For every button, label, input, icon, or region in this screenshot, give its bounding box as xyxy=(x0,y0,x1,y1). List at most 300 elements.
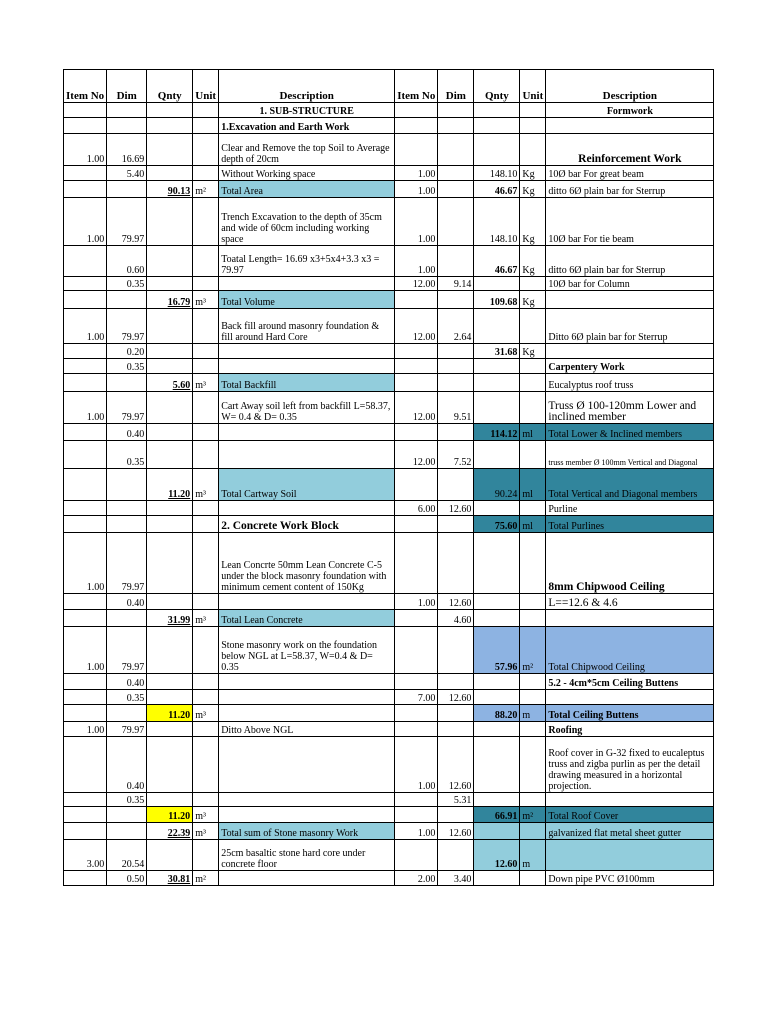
description-cell: Toatal Length= 16.69 x3+5x4+3.3 x3 = 79.97 xyxy=(219,246,395,277)
description-right-cell: Total Lower & Inclined members xyxy=(546,424,714,441)
item-no-cell xyxy=(64,441,107,469)
unit-cell xyxy=(193,722,219,737)
qnty-right-cell: 75.60 xyxy=(474,516,520,533)
description-right-cell: Total Ceiling Buttens xyxy=(546,705,714,722)
qnty-cell xyxy=(147,533,193,594)
qnty-cell xyxy=(147,840,193,871)
dim-cell xyxy=(107,181,147,198)
dim-right-cell xyxy=(438,103,474,118)
qnty-cell xyxy=(147,134,193,166)
header-description: Description xyxy=(219,70,395,103)
table-row xyxy=(64,392,714,424)
unit-cell: m² xyxy=(193,871,219,886)
item-no-cell xyxy=(64,690,107,705)
description-cell: Without Working space xyxy=(219,166,395,181)
qnty-right-cell: 148.10 xyxy=(474,198,520,246)
table-row xyxy=(64,501,714,516)
dim-cell: 0.35 xyxy=(107,441,147,469)
dim-right-cell xyxy=(438,166,474,181)
dim-right-cell xyxy=(438,374,474,392)
header-unit: Unit xyxy=(193,70,219,103)
description-cell xyxy=(219,424,395,441)
item-no-right-cell xyxy=(395,807,438,823)
unit-right-cell xyxy=(520,871,546,886)
description-cell: Lean Concrte 50mm Lean Concrete C-5 under the block masonry foundation with minimum cement content of 150Kg xyxy=(219,533,395,594)
qnty-cell xyxy=(147,344,193,359)
dim-right-cell xyxy=(438,807,474,823)
unit-right-cell: m xyxy=(520,840,546,871)
description-cell xyxy=(219,359,395,374)
qnty-cell xyxy=(147,359,193,374)
description-right-cell: Carpentery Work xyxy=(546,359,714,374)
item-no-right-cell xyxy=(395,291,438,309)
unit-cell xyxy=(193,277,219,291)
table-row xyxy=(64,441,714,469)
unit-right-cell xyxy=(520,103,546,118)
unit-right-cell xyxy=(520,118,546,134)
item-no-right-cell: 1.00 xyxy=(395,198,438,246)
table-row xyxy=(64,103,714,118)
header-row xyxy=(64,70,714,103)
description-cell xyxy=(219,737,395,793)
dim-cell: 0.35 xyxy=(107,690,147,705)
description-right-cell: L==12.6 & 4.6 xyxy=(546,594,714,610)
item-no-right-cell xyxy=(395,103,438,118)
description-cell: Total Backfill xyxy=(219,374,395,392)
qnty-cell xyxy=(147,246,193,277)
item-no-cell xyxy=(64,793,107,807)
description-cell xyxy=(219,705,395,722)
description-cell: 2. Concrete Work Block xyxy=(219,516,395,533)
description-right-cell: Total Chipwood Ceiling xyxy=(546,627,714,674)
description-right-cell xyxy=(546,118,714,134)
description-cell: Total Lean Concrete xyxy=(219,610,395,627)
unit-cell xyxy=(193,516,219,533)
qnty-cell xyxy=(147,277,193,291)
unit-cell xyxy=(193,198,219,246)
table-row xyxy=(64,198,714,246)
table-row xyxy=(64,594,714,610)
description-cell xyxy=(219,594,395,610)
item-no-cell: 1.00 xyxy=(64,198,107,246)
unit-right-cell xyxy=(520,690,546,705)
dim-cell xyxy=(107,501,147,516)
item-no-cell: 1.00 xyxy=(64,392,107,424)
unit-right-cell: m² xyxy=(520,627,546,674)
dim-right-cell: 3.40 xyxy=(438,871,474,886)
dim-cell: 0.20 xyxy=(107,344,147,359)
item-no-right-cell: 1.00 xyxy=(395,246,438,277)
dim-right-cell: 12.60 xyxy=(438,501,474,516)
unit-right-cell xyxy=(520,533,546,594)
unit-right-cell xyxy=(520,594,546,610)
description-right-cell: Truss Ø 100-120mm Lower and inclined member xyxy=(546,392,714,424)
dim-right-cell xyxy=(438,424,474,441)
description-right-cell xyxy=(546,291,714,309)
item-no-right-cell xyxy=(395,610,438,627)
item-no-cell: 1.00 xyxy=(64,309,107,344)
item-no-right-cell xyxy=(395,424,438,441)
item-no-right-cell: 12.00 xyxy=(395,441,438,469)
dim-cell: 79.97 xyxy=(107,392,147,424)
qnty-right-cell: 148.10 xyxy=(474,166,520,181)
description-cell: Stone masonry work on the foundation below NGL at L=58.37, W=0.4 & D= 0.35 xyxy=(219,627,395,674)
description-right-cell: Total Vertical and Diagonal members xyxy=(546,469,714,501)
description-right-cell: 10Ø bar for Column xyxy=(546,277,714,291)
qnty-right-cell xyxy=(474,793,520,807)
unit-cell: m³ xyxy=(193,705,219,722)
unit-right-cell xyxy=(520,823,546,840)
table-row xyxy=(64,181,714,198)
dim-right-cell: 9.51 xyxy=(438,392,474,424)
description-right-cell xyxy=(546,610,714,627)
description-cell: 1.Excavation and Earth Work xyxy=(219,118,395,134)
qnty-right-cell xyxy=(474,103,520,118)
unit-cell xyxy=(193,793,219,807)
unit-cell xyxy=(193,424,219,441)
dim-cell: 5.40 xyxy=(107,166,147,181)
description-cell: 1. SUB-STRUCTURE xyxy=(219,103,395,118)
table-row xyxy=(64,823,714,840)
table-row xyxy=(64,705,714,722)
description-cell: Cart Away soil left from backfill L=58.37, W= 0.4 & D= 0.35 xyxy=(219,392,395,424)
dim-right-cell xyxy=(438,181,474,198)
unit-right-cell xyxy=(520,359,546,374)
dim-right-cell xyxy=(438,627,474,674)
table-row xyxy=(64,627,714,674)
dim-right-cell: 4.60 xyxy=(438,610,474,627)
item-no-right-cell xyxy=(395,469,438,501)
dim-cell: 0.60 xyxy=(107,246,147,277)
qnty-right-cell xyxy=(474,871,520,886)
item-no-right-cell xyxy=(395,118,438,134)
qnty-cell: 31.99 xyxy=(147,610,193,627)
dim-right-cell: 12.60 xyxy=(438,690,474,705)
item-no-right-cell xyxy=(395,627,438,674)
description-right-cell: Roof cover in G-32 fixed to eucaleptus truss and zigba purlin as per the detail drawing measured in a horizontal projection. xyxy=(546,737,714,793)
item-no-right-cell: 6.00 xyxy=(395,501,438,516)
unit-right-cell xyxy=(520,441,546,469)
qnty-cell xyxy=(147,627,193,674)
qnty-cell xyxy=(147,118,193,134)
dim-cell: 0.35 xyxy=(107,793,147,807)
dim-cell: 0.35 xyxy=(107,277,147,291)
item-no-cell xyxy=(64,674,107,690)
dim-right-cell xyxy=(438,533,474,594)
description-right-cell: Eucalyptus roof truss xyxy=(546,374,714,392)
dim-right-cell xyxy=(438,246,474,277)
qnty-cell: 5.60 xyxy=(147,374,193,392)
dim-right-cell xyxy=(438,359,474,374)
qnty-cell xyxy=(147,392,193,424)
unit-right-cell xyxy=(520,277,546,291)
description-cell xyxy=(219,501,395,516)
table-row xyxy=(64,246,714,277)
bill-of-quantities-table xyxy=(63,69,714,886)
item-no-cell: 1.00 xyxy=(64,134,107,166)
qnty-right-cell: 31.68 xyxy=(474,344,520,359)
qnty-cell: 22.39 xyxy=(147,823,193,840)
table-row xyxy=(64,610,714,627)
unit-cell xyxy=(193,690,219,705)
unit-right-cell: ml xyxy=(520,469,546,501)
table-row xyxy=(64,807,714,823)
item-no-cell xyxy=(64,807,107,823)
qnty-right-cell xyxy=(474,690,520,705)
unit-right-cell xyxy=(520,392,546,424)
description-right-cell: 8mm Chipwood Ceiling xyxy=(546,533,714,594)
description-cell xyxy=(219,277,395,291)
qnty-right-cell xyxy=(474,392,520,424)
dim-cell: 0.40 xyxy=(107,594,147,610)
unit-cell xyxy=(193,627,219,674)
description-cell xyxy=(219,674,395,690)
table-row xyxy=(64,359,714,374)
table-row xyxy=(64,134,714,166)
item-no-cell xyxy=(64,737,107,793)
item-no-cell xyxy=(64,469,107,501)
item-no-cell xyxy=(64,359,107,374)
item-no-right-cell xyxy=(395,840,438,871)
header-qnty-right: Qnty xyxy=(474,70,520,103)
qnty-right-cell xyxy=(474,359,520,374)
qnty-right-cell: 12.60 xyxy=(474,840,520,871)
qnty-right-cell xyxy=(474,722,520,737)
qnty-cell xyxy=(147,103,193,118)
qnty-cell xyxy=(147,309,193,344)
header-dim: Dim xyxy=(107,70,147,103)
table-row xyxy=(64,118,714,134)
dim-right-cell: 12.60 xyxy=(438,823,474,840)
dim-cell xyxy=(107,118,147,134)
dim-cell xyxy=(107,469,147,501)
qnty-cell xyxy=(147,441,193,469)
description-right-cell: Total Purlines xyxy=(546,516,714,533)
unit-cell: m³ xyxy=(193,823,219,840)
table-row xyxy=(64,344,714,359)
qnty-cell xyxy=(147,424,193,441)
unit-right-cell xyxy=(520,610,546,627)
table-row xyxy=(64,277,714,291)
unit-right-cell: Kg xyxy=(520,198,546,246)
unit-cell xyxy=(193,118,219,134)
dim-right-cell xyxy=(438,198,474,246)
unit-cell xyxy=(193,134,219,166)
unit-cell xyxy=(193,533,219,594)
item-no-right-cell xyxy=(395,793,438,807)
qnty-right-cell xyxy=(474,118,520,134)
description-right-cell: Total Roof Cover xyxy=(546,807,714,823)
table-row xyxy=(64,871,714,886)
description-cell: Total Cartway Soil xyxy=(219,469,395,501)
unit-cell xyxy=(193,103,219,118)
description-right-cell: Down pipe PVC Ø100mm xyxy=(546,871,714,886)
dim-right-cell xyxy=(438,516,474,533)
qnty-right-cell xyxy=(474,277,520,291)
unit-right-cell xyxy=(520,309,546,344)
qnty-cell xyxy=(147,737,193,793)
dim-right-cell: 12.60 xyxy=(438,594,474,610)
description-cell xyxy=(219,871,395,886)
qnty-right-cell: 114.12 xyxy=(474,424,520,441)
unit-right-cell xyxy=(520,501,546,516)
dim-cell: 20.54 xyxy=(107,840,147,871)
description-right-cell xyxy=(546,793,714,807)
dim-right-cell: 9.14 xyxy=(438,277,474,291)
qnty-right-cell xyxy=(474,501,520,516)
description-cell xyxy=(219,441,395,469)
item-no-cell xyxy=(64,277,107,291)
dim-cell: 0.40 xyxy=(107,424,147,441)
description-right-cell: Formwork xyxy=(546,103,714,118)
dim-cell xyxy=(107,823,147,840)
qnty-right-cell xyxy=(474,309,520,344)
unit-cell xyxy=(193,594,219,610)
item-no-right-cell: 1.00 xyxy=(395,181,438,198)
item-no-cell xyxy=(64,501,107,516)
unit-right-cell xyxy=(520,674,546,690)
table-row xyxy=(64,793,714,807)
dim-right-cell xyxy=(438,291,474,309)
dim-cell: 79.97 xyxy=(107,627,147,674)
unit-cell xyxy=(193,674,219,690)
item-no-cell xyxy=(64,181,107,198)
table-row xyxy=(64,722,714,737)
qnty-right-cell xyxy=(474,594,520,610)
item-no-right-cell xyxy=(395,134,438,166)
item-no-cell xyxy=(64,118,107,134)
qnty-right-cell xyxy=(474,737,520,793)
description-cell: 25cm basaltic stone hard core under concrete floor xyxy=(219,840,395,871)
item-no-cell xyxy=(64,166,107,181)
item-no-right-cell xyxy=(395,722,438,737)
item-no-right-cell xyxy=(395,516,438,533)
table-row xyxy=(64,737,714,793)
unit-right-cell xyxy=(520,374,546,392)
item-no-right-cell xyxy=(395,359,438,374)
description-cell: Trench Excavation to the depth of 35cm and wide of 60cm including working space xyxy=(219,198,395,246)
table-row xyxy=(64,840,714,871)
dim-cell: 79.97 xyxy=(107,722,147,737)
dim-right-cell xyxy=(438,840,474,871)
item-no-right-cell: 12.00 xyxy=(395,277,438,291)
unit-right-cell: m² xyxy=(520,807,546,823)
unit-cell xyxy=(193,309,219,344)
dim-cell: 0.40 xyxy=(107,674,147,690)
qnty-cell xyxy=(147,594,193,610)
description-cell: Total sum of Stone masonry Work xyxy=(219,823,395,840)
description-right-cell: ditto 6Ø plain bar for Sterrup xyxy=(546,181,714,198)
dim-right-cell xyxy=(438,722,474,737)
item-no-cell xyxy=(64,291,107,309)
unit-cell xyxy=(193,392,219,424)
unit-cell: m² xyxy=(193,181,219,198)
table-row xyxy=(64,309,714,344)
item-no-cell xyxy=(64,246,107,277)
qnty-right-cell: 88.20 xyxy=(474,705,520,722)
item-no-cell xyxy=(64,871,107,886)
description-right-cell: galvanized flat metal sheet gutter xyxy=(546,823,714,840)
qnty-cell xyxy=(147,198,193,246)
item-no-right-cell xyxy=(395,374,438,392)
qnty-right-cell xyxy=(474,674,520,690)
unit-right-cell: Kg xyxy=(520,181,546,198)
item-no-right-cell xyxy=(395,705,438,722)
item-no-cell xyxy=(64,823,107,840)
unit-right-cell: Kg xyxy=(520,291,546,309)
qnty-right-cell: 66.91 xyxy=(474,807,520,823)
table-row xyxy=(64,374,714,392)
description-right-cell: Reinforcement Work xyxy=(546,134,714,166)
qnty-cell xyxy=(147,690,193,705)
table-row xyxy=(64,690,714,705)
item-no-cell xyxy=(64,103,107,118)
qnty-cell xyxy=(147,722,193,737)
table-row xyxy=(64,674,714,690)
unit-cell: m³ xyxy=(193,469,219,501)
qnty-right-cell xyxy=(474,441,520,469)
description-right-cell: 5.2 - 4cm*5cm Ceiling Buttens xyxy=(546,674,714,690)
qnty-right-cell: 46.67 xyxy=(474,181,520,198)
unit-right-cell: ml xyxy=(520,424,546,441)
header-item-no-right: Item No xyxy=(395,70,438,103)
unit-right-cell xyxy=(520,737,546,793)
item-no-cell xyxy=(64,705,107,722)
qnty-cell xyxy=(147,516,193,533)
description-cell: Total Area xyxy=(219,181,395,198)
item-no-right-cell xyxy=(395,533,438,594)
description-right-cell: Purline xyxy=(546,501,714,516)
item-no-cell xyxy=(64,374,107,392)
item-no-right-cell: 12.00 xyxy=(395,309,438,344)
qnty-cell xyxy=(147,674,193,690)
dim-cell xyxy=(107,374,147,392)
qnty-cell: 11.20 xyxy=(147,807,193,823)
qnty-right-cell: 46.67 xyxy=(474,246,520,277)
description-cell: Back fill around masonry foundation & fill around Hard Core xyxy=(219,309,395,344)
qnty-cell: 90.13 xyxy=(147,181,193,198)
description-right-cell: ditto 6Ø plain bar for Sterrup xyxy=(546,246,714,277)
dim-right-cell xyxy=(438,134,474,166)
dim-cell: 79.97 xyxy=(107,533,147,594)
table-row xyxy=(64,533,714,594)
dim-right-cell xyxy=(438,118,474,134)
qnty-cell xyxy=(147,166,193,181)
unit-cell: m³ xyxy=(193,610,219,627)
qnty-right-cell: 90.24 xyxy=(474,469,520,501)
item-no-right-cell xyxy=(395,674,438,690)
qnty-right-cell xyxy=(474,374,520,392)
item-no-cell: 1.00 xyxy=(64,722,107,737)
qnty-right-cell: 109.68 xyxy=(474,291,520,309)
dim-cell xyxy=(107,291,147,309)
description-right-cell: 10Ø bar For great beam xyxy=(546,166,714,181)
description-cell xyxy=(219,807,395,823)
item-no-right-cell: 12.00 xyxy=(395,392,438,424)
dim-cell: 79.97 xyxy=(107,309,147,344)
dim-cell xyxy=(107,807,147,823)
item-no-cell: 1.00 xyxy=(64,533,107,594)
unit-cell xyxy=(193,737,219,793)
description-right-cell: truss member Ø 100mm Vertical and Diagonal xyxy=(546,441,714,469)
header-description-right: Description xyxy=(546,70,714,103)
unit-right-cell xyxy=(520,134,546,166)
table-row xyxy=(64,424,714,441)
unit-cell xyxy=(193,441,219,469)
description-right-cell: Ditto 6Ø plain bar for Sterrup xyxy=(546,309,714,344)
unit-cell xyxy=(193,501,219,516)
qnty-cell: 16.79 xyxy=(147,291,193,309)
